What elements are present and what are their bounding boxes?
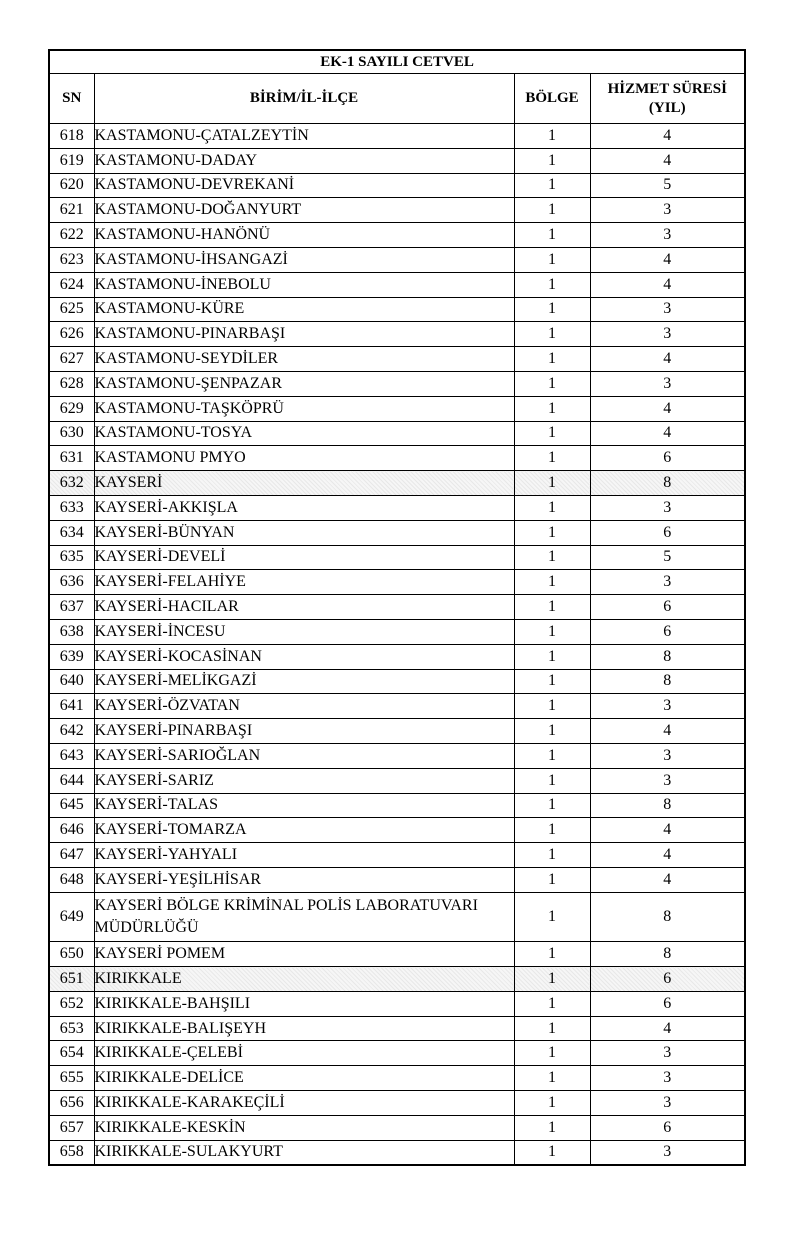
- row-birim: KIRIKKALE: [94, 967, 514, 992]
- table-row: [49, 1115, 745, 1140]
- table-row: [49, 148, 745, 173]
- row-birim: KIRIKKALE-BAHŞILI: [94, 991, 514, 1016]
- table-row: [49, 768, 745, 793]
- row-sure: 3: [590, 322, 745, 347]
- row-sure: 3: [590, 371, 745, 396]
- row-sn: 626: [49, 322, 94, 347]
- table-row: [49, 967, 745, 992]
- row-sn: 647: [49, 843, 94, 868]
- row-bolge: 1: [514, 967, 590, 992]
- table-row: [49, 471, 745, 496]
- row-birim: KAYSERİ-DEVELİ: [94, 545, 514, 570]
- row-birim: KASTAMONU-DOĞANYURT: [94, 198, 514, 223]
- table-row: [49, 495, 745, 520]
- row-bolge: 1: [514, 322, 590, 347]
- table-row: [49, 1041, 745, 1066]
- row-birim: KAYSERİ-SARIOĞLAN: [94, 743, 514, 768]
- row-sure: 3: [590, 1066, 745, 1091]
- row-sure: 3: [590, 768, 745, 793]
- row-bolge: 1: [514, 669, 590, 694]
- row-sn: 640: [49, 669, 94, 694]
- row-sure: 6: [590, 619, 745, 644]
- row-bolge: 1: [514, 570, 590, 595]
- row-bolge: 1: [514, 942, 590, 967]
- row-birim: KASTAMONU-ŞENPAZAR: [94, 371, 514, 396]
- table-row: [49, 322, 745, 347]
- row-sn: 652: [49, 991, 94, 1016]
- row-birim: KAYSERİ-KOCASİNAN: [94, 644, 514, 669]
- row-bolge: 1: [514, 471, 590, 496]
- row-birim: KASTAMONU-İNEBOLU: [94, 272, 514, 297]
- table-title-row: [49, 50, 745, 74]
- row-birim: KAYSERİ-PINARBAŞI: [94, 719, 514, 744]
- row-sure: 6: [590, 446, 745, 471]
- row-birim: KIRIKKALE-SULAKYURT: [94, 1140, 514, 1165]
- row-sure: 8: [590, 669, 745, 694]
- row-sure: 4: [590, 818, 745, 843]
- row-bolge: 1: [514, 148, 590, 173]
- row-bolge: 1: [514, 495, 590, 520]
- row-sn: 632: [49, 471, 94, 496]
- row-sn: 620: [49, 173, 94, 198]
- row-birim: KAYSERİ: [94, 471, 514, 496]
- row-birim: KASTAMONU PMYO: [94, 446, 514, 471]
- table-row: [49, 843, 745, 868]
- row-birim: KAYSERİ-YAHYALI: [94, 843, 514, 868]
- row-sn: 656: [49, 1091, 94, 1116]
- row-sn: 655: [49, 1066, 94, 1091]
- row-bolge: 1: [514, 173, 590, 198]
- table-row: [49, 124, 745, 149]
- table-row: [49, 371, 745, 396]
- row-bolge: 1: [514, 124, 590, 149]
- table-body: [49, 124, 745, 1165]
- row-sure: 3: [590, 297, 745, 322]
- row-birim: KAYSERİ-BÜNYAN: [94, 520, 514, 545]
- row-bolge: 1: [514, 1115, 590, 1140]
- row-sure: 3: [590, 1091, 745, 1116]
- row-sure: 4: [590, 347, 745, 372]
- row-sn: 649: [49, 892, 94, 942]
- row-bolge: 1: [514, 347, 590, 372]
- row-sure: 8: [590, 793, 745, 818]
- row-sn: 638: [49, 619, 94, 644]
- header-birim: BİRİM/İL-İLÇE: [94, 74, 514, 124]
- row-bolge: 1: [514, 396, 590, 421]
- table-row: [49, 272, 745, 297]
- row-bolge: 1: [514, 619, 590, 644]
- row-birim: KAYSERİ-HACILAR: [94, 595, 514, 620]
- table-title: EK-1 SAYILI CETVEL: [49, 50, 745, 74]
- row-bolge: 1: [514, 991, 590, 1016]
- table-row: [49, 297, 745, 322]
- table-row: [49, 520, 745, 545]
- row-birim: KAYSERİ-ÖZVATAN: [94, 694, 514, 719]
- row-sn: 653: [49, 1016, 94, 1041]
- row-birim: KAYSERİ-TALAS: [94, 793, 514, 818]
- row-sn: 622: [49, 223, 94, 248]
- row-sn: 643: [49, 743, 94, 768]
- row-sn: 633: [49, 495, 94, 520]
- row-birim: KASTAMONU-DADAY: [94, 148, 514, 173]
- row-sure: 6: [590, 1115, 745, 1140]
- table-row: [49, 892, 745, 942]
- header-sure-text: HİZMET SÜRESİ (YIL): [607, 80, 727, 116]
- row-sure: 6: [590, 991, 745, 1016]
- row-bolge: 1: [514, 371, 590, 396]
- row-birim: KAYSERİ BÖLGE KRİMİNAL POLİS LABORATUVARI MÜDÜRLÜĞÜ: [94, 892, 514, 942]
- row-sure: 6: [590, 595, 745, 620]
- table-row: [49, 669, 745, 694]
- row-bolge: 1: [514, 793, 590, 818]
- row-sure: 4: [590, 843, 745, 868]
- row-birim: KIRIKKALE-ÇELEBİ: [94, 1041, 514, 1066]
- row-bolge: 1: [514, 719, 590, 744]
- header-sn: SN: [49, 74, 94, 124]
- row-birim: KAYSERİ-YEŞİLHİSAR: [94, 867, 514, 892]
- table-row: [49, 173, 745, 198]
- row-sn: 648: [49, 867, 94, 892]
- cetvel-table: [48, 49, 746, 1166]
- row-sn: 636: [49, 570, 94, 595]
- row-bolge: 1: [514, 198, 590, 223]
- row-bolge: 1: [514, 768, 590, 793]
- row-bolge: 1: [514, 446, 590, 471]
- row-birim: KAYSERİ-TOMARZA: [94, 818, 514, 843]
- row-birim: KIRIKKALE-KARAKEÇİLİ: [94, 1091, 514, 1116]
- row-sure: 5: [590, 545, 745, 570]
- row-birim: KASTAMONU-HANÖNÜ: [94, 223, 514, 248]
- table-row: [49, 347, 745, 372]
- table-row: [49, 694, 745, 719]
- header-row: [49, 74, 745, 124]
- table-row: [49, 867, 745, 892]
- row-sn: 645: [49, 793, 94, 818]
- row-birim: KASTAMONU-İHSANGAZİ: [94, 247, 514, 272]
- table-row: [49, 1140, 745, 1165]
- row-sn: 650: [49, 942, 94, 967]
- table-row: [49, 644, 745, 669]
- row-sn: 623: [49, 247, 94, 272]
- row-bolge: 1: [514, 421, 590, 446]
- row-sure: 3: [590, 198, 745, 223]
- row-bolge: 1: [514, 1016, 590, 1041]
- row-sn: 639: [49, 644, 94, 669]
- row-sure: 8: [590, 471, 745, 496]
- row-bolge: 1: [514, 1066, 590, 1091]
- row-sn: 641: [49, 694, 94, 719]
- row-birim: KASTAMONU-TAŞKÖPRÜ: [94, 396, 514, 421]
- row-sure: 6: [590, 520, 745, 545]
- table-row: [49, 198, 745, 223]
- row-sure: 4: [590, 1016, 745, 1041]
- row-sure: 3: [590, 1041, 745, 1066]
- row-sure: 6: [590, 967, 745, 992]
- row-bolge: 1: [514, 892, 590, 942]
- table-row: [49, 223, 745, 248]
- row-birim: KASTAMONU-DEVREKANİ: [94, 173, 514, 198]
- row-sn: 654: [49, 1041, 94, 1066]
- table-row: [49, 247, 745, 272]
- table-row: [49, 942, 745, 967]
- row-birim: KAYSERİ-MELİKGAZİ: [94, 669, 514, 694]
- table-row: [49, 446, 745, 471]
- row-sure: 3: [590, 694, 745, 719]
- row-sn: 619: [49, 148, 94, 173]
- table-row: [49, 1016, 745, 1041]
- row-sure: 4: [590, 148, 745, 173]
- table-row: [49, 793, 745, 818]
- row-sure: 5: [590, 173, 745, 198]
- table-row: [49, 719, 745, 744]
- table-row: [49, 545, 745, 570]
- row-bolge: 1: [514, 694, 590, 719]
- row-sure: 3: [590, 743, 745, 768]
- row-sn: 646: [49, 818, 94, 843]
- table-row: [49, 595, 745, 620]
- row-sn: 642: [49, 719, 94, 744]
- row-bolge: 1: [514, 247, 590, 272]
- row-bolge: 1: [514, 520, 590, 545]
- row-birim: KASTAMONU-PINARBAŞI: [94, 322, 514, 347]
- row-birim: KASTAMONU-ÇATALZEYTİN: [94, 124, 514, 149]
- row-bolge: 1: [514, 545, 590, 570]
- row-sn: 627: [49, 347, 94, 372]
- row-sn: 635: [49, 545, 94, 570]
- row-birim: KAYSERİ-FELAHİYE: [94, 570, 514, 595]
- row-bolge: 1: [514, 272, 590, 297]
- row-sure: 4: [590, 719, 745, 744]
- row-sn: 630: [49, 421, 94, 446]
- row-birim: KIRIKKALE-KESKİN: [94, 1115, 514, 1140]
- row-sure: 8: [590, 644, 745, 669]
- row-bolge: 1: [514, 867, 590, 892]
- table-row: [49, 421, 745, 446]
- table-row: [49, 1091, 745, 1116]
- row-sure: 4: [590, 247, 745, 272]
- row-birim: KIRIKKALE-DELİCE: [94, 1066, 514, 1091]
- table-row: [49, 1066, 745, 1091]
- row-sn: 624: [49, 272, 94, 297]
- row-birim: KIRIKKALE-BALIŞEYH: [94, 1016, 514, 1041]
- row-bolge: 1: [514, 595, 590, 620]
- row-bolge: 1: [514, 743, 590, 768]
- row-sn: 631: [49, 446, 94, 471]
- table-row: [49, 743, 745, 768]
- row-sn: 625: [49, 297, 94, 322]
- row-sure: 3: [590, 495, 745, 520]
- row-sure: 3: [590, 570, 745, 595]
- row-birim: KASTAMONU-TOSYA: [94, 421, 514, 446]
- row-bolge: 1: [514, 1140, 590, 1165]
- row-sn: 618: [49, 124, 94, 149]
- row-birim: KASTAMONU-SEYDİLER: [94, 347, 514, 372]
- row-sure: 4: [590, 421, 745, 446]
- row-bolge: 1: [514, 1041, 590, 1066]
- row-bolge: 1: [514, 1091, 590, 1116]
- header-bolge: BÖLGE: [514, 74, 590, 124]
- table-row: [49, 818, 745, 843]
- row-bolge: 1: [514, 223, 590, 248]
- header-sure: [590, 74, 745, 124]
- row-sure: 4: [590, 867, 745, 892]
- row-birim: KAYSERİ-AKKIŞLA: [94, 495, 514, 520]
- row-bolge: 1: [514, 297, 590, 322]
- table-row: [49, 570, 745, 595]
- row-sure: 4: [590, 396, 745, 421]
- row-sn: 644: [49, 768, 94, 793]
- row-sure: 8: [590, 942, 745, 967]
- table-row: [49, 991, 745, 1016]
- row-birim: KAYSERİ-SARIZ: [94, 768, 514, 793]
- row-sn: 637: [49, 595, 94, 620]
- row-sure: 8: [590, 892, 745, 942]
- row-sn: 621: [49, 198, 94, 223]
- row-sn: 629: [49, 396, 94, 421]
- table-row: [49, 619, 745, 644]
- row-bolge: 1: [514, 818, 590, 843]
- row-sn: 634: [49, 520, 94, 545]
- row-bolge: 1: [514, 644, 590, 669]
- row-sure: 3: [590, 223, 745, 248]
- row-sn: 628: [49, 371, 94, 396]
- row-sure: 4: [590, 124, 745, 149]
- row-birim: KAYSERİ-İNCESU: [94, 619, 514, 644]
- row-birim: KAYSERİ POMEM: [94, 942, 514, 967]
- row-sure: 3: [590, 1140, 745, 1165]
- row-sn: 657: [49, 1115, 94, 1140]
- row-bolge: 1: [514, 843, 590, 868]
- row-sn: 651: [49, 967, 94, 992]
- row-sure: 4: [590, 272, 745, 297]
- table-row: [49, 396, 745, 421]
- row-sn: 658: [49, 1140, 94, 1165]
- row-birim: KASTAMONU-KÜRE: [94, 297, 514, 322]
